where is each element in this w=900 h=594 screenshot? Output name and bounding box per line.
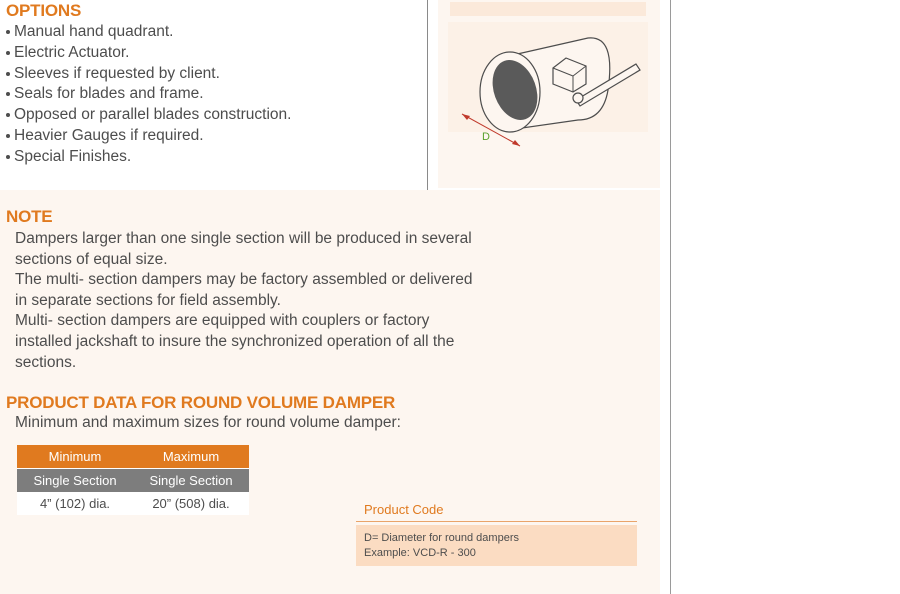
note-line: Multi- section dampers are equipped with couplers or factory bbox=[15, 312, 430, 330]
note-line: The multi- section dampers may be factory assembled or delivered bbox=[15, 271, 473, 289]
size-table bbox=[17, 445, 249, 515]
table-cell: 20” (508) dia. bbox=[133, 492, 249, 515]
note-body bbox=[15, 229, 515, 373]
list-item: Manual hand quadrant. bbox=[6, 22, 291, 43]
options-list bbox=[6, 22, 291, 168]
note-line: sections of equal size. bbox=[15, 250, 168, 268]
illustration-header-strip bbox=[450, 2, 646, 16]
bullet-icon bbox=[6, 113, 10, 117]
list-item: Special Finishes. bbox=[6, 147, 291, 168]
note-line: installed jackshaft to insure the synchronized operation of all the bbox=[15, 332, 455, 350]
product-data-intro: Minimum and maximum sizes for round volume damper: bbox=[15, 414, 401, 431]
table-row bbox=[17, 492, 249, 515]
list-item: Sleeves if requested by client. bbox=[6, 64, 291, 85]
bullet-icon bbox=[6, 134, 10, 138]
note-heading: NOTE bbox=[6, 207, 53, 226]
note-line: sections. bbox=[15, 353, 77, 371]
list-item: Seals for blades and frame. bbox=[6, 84, 291, 105]
table-header-cell: Minimum bbox=[17, 445, 133, 469]
handle-pivot bbox=[573, 93, 583, 103]
bullet-icon bbox=[6, 155, 10, 159]
bullet-icon bbox=[6, 30, 10, 34]
bullet-icon bbox=[6, 72, 10, 76]
page-edge-line bbox=[670, 0, 671, 594]
bullet-icon bbox=[6, 51, 10, 55]
round-damper-drawing bbox=[438, 0, 660, 188]
product-code-box bbox=[356, 525, 637, 566]
table-subheader-row bbox=[17, 469, 249, 493]
product-code-title: Product Code bbox=[364, 502, 444, 517]
dimension-label: D bbox=[482, 131, 490, 143]
product-code-divider bbox=[356, 521, 637, 522]
table-header-row bbox=[17, 445, 249, 469]
damper-illustration bbox=[438, 0, 660, 188]
note-line: Dampers larger than one single section will be produced in several bbox=[15, 230, 472, 247]
table-cell: 4” (102) dia. bbox=[17, 492, 133, 515]
product-code-line: Example: VCD-R - 300 bbox=[364, 547, 476, 559]
product-data-heading: PRODUCT DATA FOR ROUND VOLUME DAMPER bbox=[6, 393, 396, 412]
table-header-cell: Maximum bbox=[133, 445, 249, 469]
table-subheader-cell: Single Section bbox=[133, 469, 249, 493]
list-item: Heavier Gauges if required. bbox=[6, 126, 291, 147]
bullet-icon bbox=[6, 92, 10, 96]
list-item: Electric Actuator. bbox=[6, 43, 291, 64]
section-divider bbox=[427, 0, 428, 190]
table-subheader-cell: Single Section bbox=[17, 469, 133, 493]
list-item: Opposed or parallel blades construction. bbox=[6, 105, 291, 126]
note-line: in separate sections for field assembly. bbox=[15, 291, 281, 309]
product-code-line: D= Diameter for round dampers bbox=[364, 532, 519, 544]
options-heading: OPTIONS bbox=[6, 1, 82, 20]
